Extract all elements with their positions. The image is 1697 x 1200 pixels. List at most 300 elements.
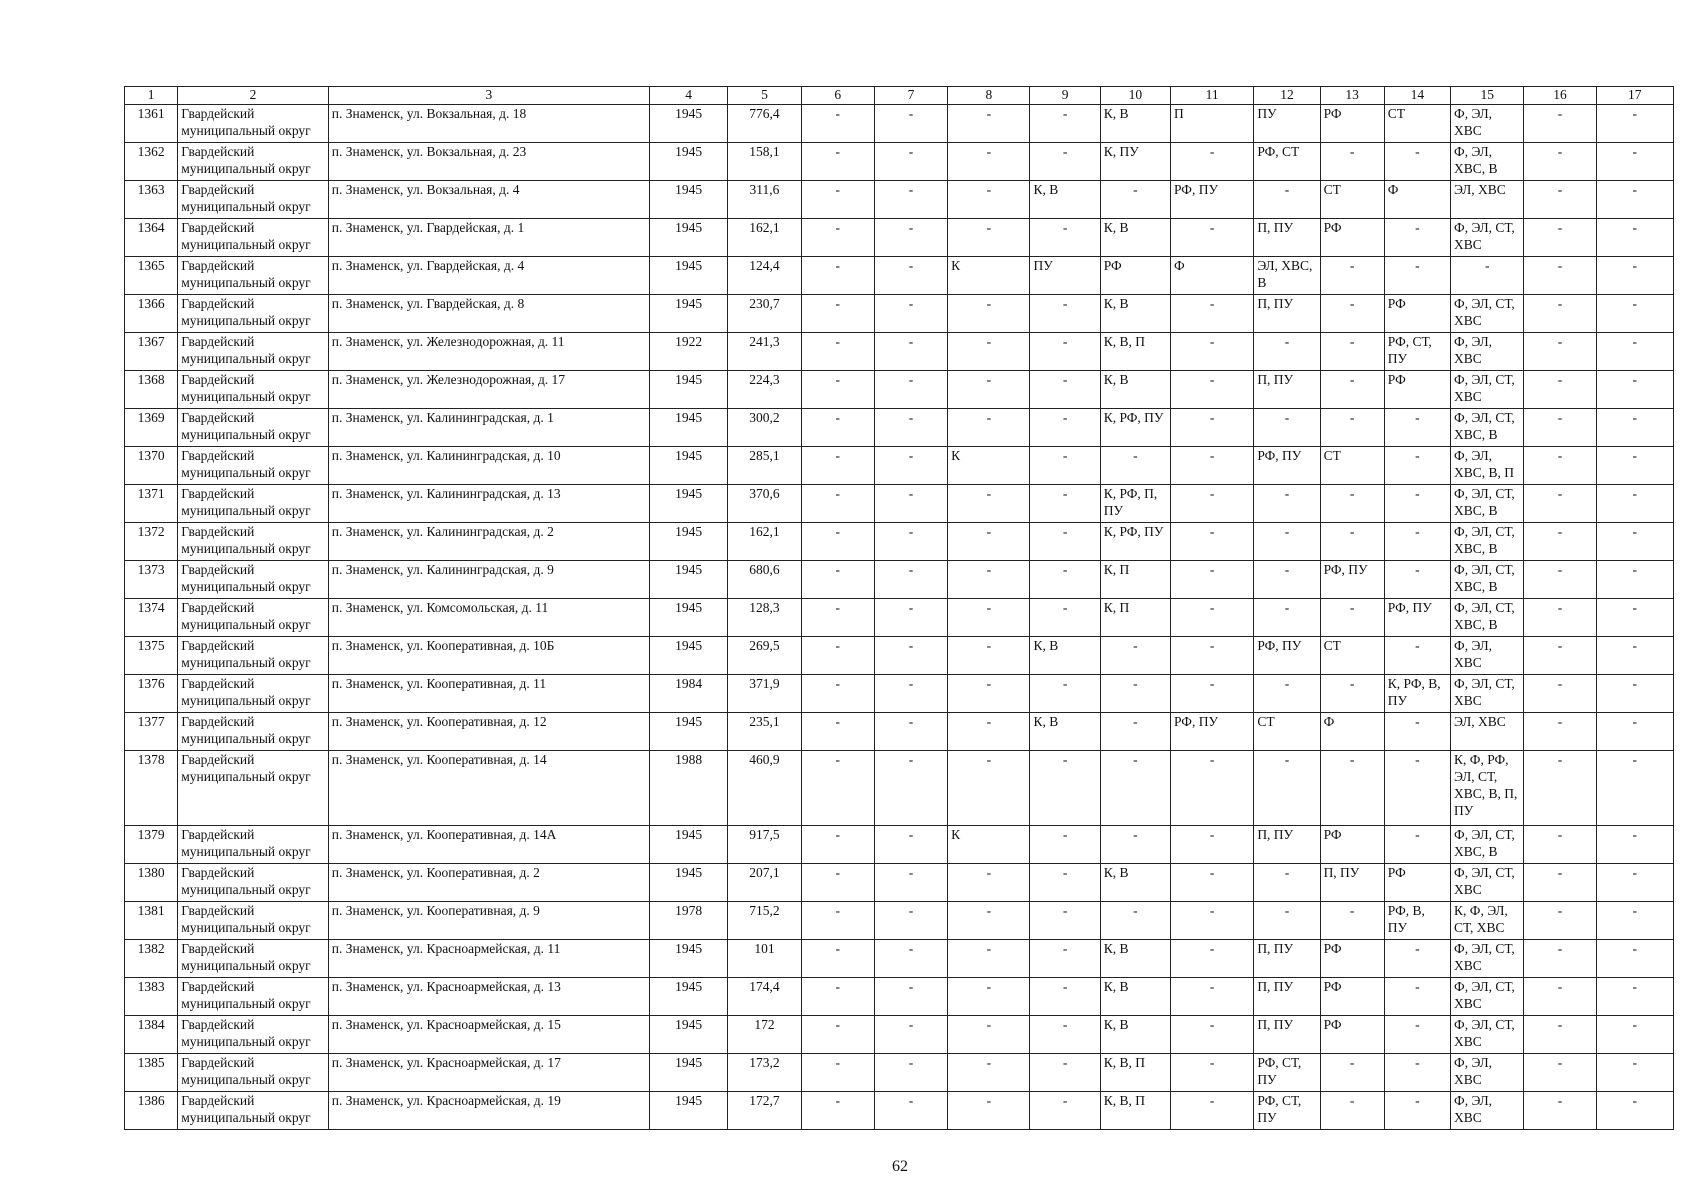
cell-col-16: - <box>1524 143 1596 181</box>
table-row <box>125 523 1674 561</box>
cell-col-8: - <box>948 485 1030 523</box>
cell-col-2: Гвардейский муниципальный округ <box>178 1092 329 1130</box>
cell-col-17: - <box>1596 409 1673 447</box>
cell-col-10: - <box>1100 447 1170 485</box>
cell-col-15: Ф, ЭЛ, СТ, ХВС <box>1451 219 1524 257</box>
cell-col-10: К, В, П <box>1100 1092 1170 1130</box>
cell-col-15: - <box>1451 257 1524 295</box>
table-row <box>125 447 1674 485</box>
cell-col-1: 1366 <box>125 295 178 333</box>
cell-col-15: Ф, ЭЛ, СТ, ХВС, В <box>1451 523 1524 561</box>
cell-col-4: 1945 <box>650 219 728 257</box>
cell-col-15: Ф, ЭЛ, СТ, ХВС <box>1451 675 1524 713</box>
cell-col-1: 1361 <box>125 105 178 143</box>
cell-col-10: К, В <box>1100 1016 1170 1054</box>
cell-col-4: 1945 <box>650 523 728 561</box>
table-row <box>125 181 1674 219</box>
cell-col-16: - <box>1524 219 1596 257</box>
cell-col-10: К, В <box>1100 295 1170 333</box>
cell-col-5: 371,9 <box>728 675 801 713</box>
cell-col-17: - <box>1596 447 1673 485</box>
cell-col-5: 300,2 <box>728 409 801 447</box>
cell-col-9: - <box>1030 1092 1100 1130</box>
cell-col-2: Гвардейский муниципальный округ <box>178 447 329 485</box>
cell-col-15: Ф, ЭЛ, СТ, ХВС <box>1451 295 1524 333</box>
cell-col-11: РФ, ПУ <box>1171 713 1254 751</box>
cell-col-17: - <box>1596 181 1673 219</box>
cell-col-1: 1386 <box>125 1092 178 1130</box>
cell-col-2: Гвардейский муниципальный округ <box>178 561 329 599</box>
cell-col-12: П, ПУ <box>1254 826 1320 864</box>
cell-col-17: - <box>1596 257 1673 295</box>
cell-col-10: - <box>1100 713 1170 751</box>
table-row <box>125 940 1674 978</box>
cell-col-8: - <box>948 713 1030 751</box>
cell-col-11: - <box>1171 1092 1254 1130</box>
cell-col-9: ПУ <box>1030 257 1100 295</box>
cell-col-7: - <box>874 864 947 902</box>
cell-col-13: - <box>1320 523 1384 561</box>
cell-col-6: - <box>801 864 874 902</box>
cell-col-1: 1378 <box>125 751 178 826</box>
cell-col-12: СТ <box>1254 713 1320 751</box>
cell-col-7: - <box>874 826 947 864</box>
cell-col-9: - <box>1030 409 1100 447</box>
cell-col-2: Гвардейский муниципальный округ <box>178 826 329 864</box>
column-header-10: 10 <box>1100 87 1170 105</box>
column-header-2: 2 <box>178 87 329 105</box>
cell-col-6: - <box>801 1092 874 1130</box>
cell-col-3: п. Знаменск, ул. Калининградская, д. 1 <box>328 409 649 447</box>
cell-col-3: п. Знаменск, ул. Красноармейская, д. 13 <box>328 978 649 1016</box>
cell-col-7: - <box>874 561 947 599</box>
cell-col-3: п. Знаменск, ул. Красноармейская, д. 17 <box>328 1054 649 1092</box>
cell-col-16: - <box>1524 826 1596 864</box>
cell-col-5: 172 <box>728 1016 801 1054</box>
cell-col-3: п. Знаменск, ул. Кооперативная, д. 11 <box>328 675 649 713</box>
cell-col-16: - <box>1524 1092 1596 1130</box>
cell-col-8: К <box>948 826 1030 864</box>
cell-col-7: - <box>874 902 947 940</box>
cell-col-1: 1369 <box>125 409 178 447</box>
cell-col-2: Гвардейский муниципальный округ <box>178 371 329 409</box>
cell-col-17: - <box>1596 219 1673 257</box>
cell-col-3: п. Знаменск, ул. Железнодорожная, д. 17 <box>328 371 649 409</box>
cell-col-4: 1945 <box>650 561 728 599</box>
cell-col-1: 1364 <box>125 219 178 257</box>
table-row <box>125 105 1674 143</box>
column-header-7: 7 <box>874 87 947 105</box>
cell-col-14: РФ, ПУ <box>1384 599 1450 637</box>
cell-col-4: 1945 <box>650 181 728 219</box>
cell-col-16: - <box>1524 295 1596 333</box>
cell-col-2: Гвардейский муниципальный округ <box>178 409 329 447</box>
cell-col-11: - <box>1171 219 1254 257</box>
cell-col-6: - <box>801 599 874 637</box>
cell-col-8: - <box>948 675 1030 713</box>
cell-col-10: - <box>1100 902 1170 940</box>
cell-col-2: Гвардейский муниципальный округ <box>178 864 329 902</box>
cell-col-1: 1373 <box>125 561 178 599</box>
register-table <box>124 86 1674 1130</box>
cell-col-12: ПУ <box>1254 105 1320 143</box>
cell-col-1: 1377 <box>125 713 178 751</box>
cell-col-15: Ф, ЭЛ, ХВС, В <box>1451 143 1524 181</box>
cell-col-11: - <box>1171 978 1254 1016</box>
cell-col-3: п. Знаменск, ул. Кооперативная, д. 10Б <box>328 637 649 675</box>
cell-col-11: - <box>1171 143 1254 181</box>
cell-col-13: Ф <box>1320 713 1384 751</box>
cell-col-15: Ф, ЭЛ, СТ, ХВС <box>1451 978 1524 1016</box>
cell-col-12: - <box>1254 751 1320 826</box>
cell-col-13: РФ, ПУ <box>1320 561 1384 599</box>
cell-col-14: - <box>1384 1092 1450 1130</box>
cell-col-2: Гвардейский муниципальный округ <box>178 333 329 371</box>
cell-col-8: - <box>948 1092 1030 1130</box>
cell-col-4: 1945 <box>650 143 728 181</box>
cell-col-7: - <box>874 105 947 143</box>
cell-col-8: - <box>948 333 1030 371</box>
cell-col-14: - <box>1384 978 1450 1016</box>
cell-col-10: - <box>1100 181 1170 219</box>
cell-col-6: - <box>801 675 874 713</box>
cell-col-13: СТ <box>1320 637 1384 675</box>
cell-col-12: - <box>1254 181 1320 219</box>
cell-col-1: 1375 <box>125 637 178 675</box>
cell-col-1: 1381 <box>125 902 178 940</box>
cell-col-9: - <box>1030 826 1100 864</box>
cell-col-16: - <box>1524 902 1596 940</box>
cell-col-16: - <box>1524 333 1596 371</box>
cell-col-16: - <box>1524 561 1596 599</box>
page-number: 62 <box>892 1158 908 1175</box>
cell-col-2: Гвардейский муниципальный округ <box>178 143 329 181</box>
cell-col-5: 680,6 <box>728 561 801 599</box>
cell-col-10: К, В, П <box>1100 1054 1170 1092</box>
cell-col-4: 1922 <box>650 333 728 371</box>
cell-col-10: К, РФ, П, ПУ <box>1100 485 1170 523</box>
cell-col-2: Гвардейский муниципальный округ <box>178 675 329 713</box>
cell-col-16: - <box>1524 1016 1596 1054</box>
cell-col-2: Гвардейский муниципальный округ <box>178 1054 329 1092</box>
column-header-4: 4 <box>650 87 728 105</box>
cell-col-17: - <box>1596 864 1673 902</box>
table-row <box>125 599 1674 637</box>
table-row <box>125 1016 1674 1054</box>
cell-col-16: - <box>1524 864 1596 902</box>
cell-col-11: - <box>1171 751 1254 826</box>
cell-col-2: Гвардейский муниципальный округ <box>178 523 329 561</box>
column-header-13: 13 <box>1320 87 1384 105</box>
cell-col-13: - <box>1320 143 1384 181</box>
cell-col-6: - <box>801 902 874 940</box>
cell-col-17: - <box>1596 143 1673 181</box>
cell-col-13: РФ <box>1320 940 1384 978</box>
cell-col-1: 1362 <box>125 143 178 181</box>
cell-col-5: 101 <box>728 940 801 978</box>
cell-col-9: - <box>1030 333 1100 371</box>
table-row <box>125 257 1674 295</box>
cell-col-14: - <box>1384 257 1450 295</box>
cell-col-12: П, ПУ <box>1254 219 1320 257</box>
cell-col-3: п. Знаменск, ул. Гвардейская, д. 4 <box>328 257 649 295</box>
cell-col-13: - <box>1320 485 1384 523</box>
cell-col-10: К, П <box>1100 561 1170 599</box>
cell-col-7: - <box>874 257 947 295</box>
cell-col-17: - <box>1596 295 1673 333</box>
cell-col-12: - <box>1254 599 1320 637</box>
cell-col-12: - <box>1254 561 1320 599</box>
column-header-8: 8 <box>948 87 1030 105</box>
cell-col-17: - <box>1596 333 1673 371</box>
cell-col-3: п. Знаменск, ул. Гвардейская, д. 8 <box>328 295 649 333</box>
cell-col-11: - <box>1171 675 1254 713</box>
column-header-9: 9 <box>1030 87 1100 105</box>
cell-col-8: - <box>948 1054 1030 1092</box>
cell-col-16: - <box>1524 523 1596 561</box>
cell-col-5: 241,3 <box>728 333 801 371</box>
cell-col-6: - <box>801 105 874 143</box>
cell-col-7: - <box>874 1016 947 1054</box>
cell-col-15: К, Ф, ЭЛ, СТ, ХВС <box>1451 902 1524 940</box>
cell-col-1: 1372 <box>125 523 178 561</box>
cell-col-14: РФ, В, ПУ <box>1384 902 1450 940</box>
cell-col-9: - <box>1030 902 1100 940</box>
cell-col-7: - <box>874 485 947 523</box>
cell-col-17: - <box>1596 485 1673 523</box>
cell-col-3: п. Знаменск, ул. Красноармейская, д. 11 <box>328 940 649 978</box>
cell-col-15: Ф, ЭЛ, ХВС <box>1451 1054 1524 1092</box>
cell-col-13: - <box>1320 409 1384 447</box>
cell-col-2: Гвардейский муниципальный округ <box>178 257 329 295</box>
cell-col-17: - <box>1596 978 1673 1016</box>
cell-col-15: Ф, ЭЛ, СТ, ХВС, В <box>1451 485 1524 523</box>
cell-col-12: П, ПУ <box>1254 940 1320 978</box>
cell-col-7: - <box>874 751 947 826</box>
column-header-1: 1 <box>125 87 178 105</box>
cell-col-5: 162,1 <box>728 219 801 257</box>
cell-col-9: - <box>1030 485 1100 523</box>
cell-col-15: Ф, ЭЛ, СТ, ХВС <box>1451 864 1524 902</box>
cell-col-5: 460,9 <box>728 751 801 826</box>
cell-col-14: - <box>1384 940 1450 978</box>
cell-col-4: 1978 <box>650 902 728 940</box>
cell-col-1: 1380 <box>125 864 178 902</box>
cell-col-2: Гвардейский муниципальный округ <box>178 637 329 675</box>
cell-col-16: - <box>1524 637 1596 675</box>
table-row <box>125 371 1674 409</box>
cell-col-10: К, ПУ <box>1100 143 1170 181</box>
cell-col-11: - <box>1171 371 1254 409</box>
table-row <box>125 409 1674 447</box>
cell-col-3: п. Знаменск, ул. Калининградская, д. 10 <box>328 447 649 485</box>
cell-col-2: Гвардейский муниципальный округ <box>178 599 329 637</box>
cell-col-9: - <box>1030 1016 1100 1054</box>
cell-col-2: Гвардейский муниципальный округ <box>178 902 329 940</box>
cell-col-14: РФ <box>1384 371 1450 409</box>
cell-col-7: - <box>874 219 947 257</box>
column-header-6: 6 <box>801 87 874 105</box>
cell-col-14: - <box>1384 1016 1450 1054</box>
table-row <box>125 1092 1674 1130</box>
cell-col-6: - <box>801 485 874 523</box>
cell-col-6: - <box>801 523 874 561</box>
column-header-12: 12 <box>1254 87 1320 105</box>
cell-col-15: Ф, ЭЛ, СТ, ХВС <box>1451 371 1524 409</box>
cell-col-14: - <box>1384 219 1450 257</box>
cell-col-16: - <box>1524 599 1596 637</box>
cell-col-1: 1374 <box>125 599 178 637</box>
cell-col-13: СТ <box>1320 181 1384 219</box>
cell-col-17: - <box>1596 940 1673 978</box>
cell-col-3: п. Знаменск, ул. Калининградская, д. 9 <box>328 561 649 599</box>
cell-col-4: 1988 <box>650 751 728 826</box>
cell-col-12: - <box>1254 409 1320 447</box>
cell-col-7: - <box>874 181 947 219</box>
cell-col-13: РФ <box>1320 978 1384 1016</box>
table-row <box>125 333 1674 371</box>
cell-col-8: - <box>948 751 1030 826</box>
cell-col-12: ЭЛ, ХВС, В <box>1254 257 1320 295</box>
cell-col-17: - <box>1596 561 1673 599</box>
cell-col-15: Ф, ЭЛ, ХВС <box>1451 637 1524 675</box>
cell-col-8: - <box>948 561 1030 599</box>
cell-col-2: Гвардейский муниципальный округ <box>178 940 329 978</box>
cell-col-4: 1945 <box>650 257 728 295</box>
cell-col-3: п. Знаменск, ул. Кооперативная, д. 9 <box>328 902 649 940</box>
header-row <box>125 87 1674 105</box>
table-row <box>125 902 1674 940</box>
cell-col-11: - <box>1171 1054 1254 1092</box>
cell-col-2: Гвардейский муниципальный округ <box>178 485 329 523</box>
cell-col-11: РФ, ПУ <box>1171 181 1254 219</box>
cell-col-8: - <box>948 940 1030 978</box>
cell-col-8: - <box>948 409 1030 447</box>
cell-col-7: - <box>874 143 947 181</box>
cell-col-9: К, В <box>1030 637 1100 675</box>
cell-col-17: - <box>1596 105 1673 143</box>
cell-col-10: К, В, П <box>1100 333 1170 371</box>
table-body <box>125 105 1674 1130</box>
table-row <box>125 143 1674 181</box>
cell-col-3: п. Знаменск, ул. Комсомольская, д. 11 <box>328 599 649 637</box>
cell-col-7: - <box>874 447 947 485</box>
cell-col-4: 1945 <box>650 713 728 751</box>
table-row <box>125 485 1674 523</box>
cell-col-9: - <box>1030 599 1100 637</box>
cell-col-11: Ф <box>1171 257 1254 295</box>
cell-col-9: - <box>1030 143 1100 181</box>
cell-col-3: п. Знаменск, ул. Вокзальная, д. 23 <box>328 143 649 181</box>
cell-col-12: РФ, СТ <box>1254 143 1320 181</box>
cell-col-4: 1945 <box>650 1016 728 1054</box>
cell-col-12: РФ, ПУ <box>1254 637 1320 675</box>
cell-col-16: - <box>1524 409 1596 447</box>
cell-col-14: - <box>1384 826 1450 864</box>
cell-col-13: РФ <box>1320 1016 1384 1054</box>
cell-col-9: - <box>1030 447 1100 485</box>
cell-col-12: П, ПУ <box>1254 978 1320 1016</box>
cell-col-13: РФ <box>1320 105 1384 143</box>
cell-col-11: - <box>1171 523 1254 561</box>
cell-col-5: 207,1 <box>728 864 801 902</box>
cell-col-15: Ф, ЭЛ, ХВС <box>1451 333 1524 371</box>
cell-col-12: - <box>1254 675 1320 713</box>
cell-col-6: - <box>801 295 874 333</box>
cell-col-17: - <box>1596 751 1673 826</box>
cell-col-10: К, В <box>1100 940 1170 978</box>
cell-col-3: п. Знаменск, ул. Железнодорожная, д. 11 <box>328 333 649 371</box>
cell-col-5: 311,6 <box>728 181 801 219</box>
cell-col-15: Ф, ЭЛ, СТ, ХВС, В <box>1451 599 1524 637</box>
cell-col-17: - <box>1596 523 1673 561</box>
cell-col-3: п. Знаменск, ул. Кооперативная, д. 14 <box>328 751 649 826</box>
cell-col-9: - <box>1030 105 1100 143</box>
cell-col-11: П <box>1171 105 1254 143</box>
cell-col-11: - <box>1171 485 1254 523</box>
cell-col-10: - <box>1100 637 1170 675</box>
table-row <box>125 295 1674 333</box>
cell-col-16: - <box>1524 940 1596 978</box>
cell-col-10: К, В <box>1100 219 1170 257</box>
cell-col-15: Ф, ЭЛ, ХВС <box>1451 1092 1524 1130</box>
cell-col-1: 1363 <box>125 181 178 219</box>
cell-col-13: - <box>1320 257 1384 295</box>
cell-col-14: - <box>1384 447 1450 485</box>
cell-col-14: - <box>1384 485 1450 523</box>
cell-col-6: - <box>801 713 874 751</box>
cell-col-14: СТ <box>1384 105 1450 143</box>
cell-col-8: - <box>948 219 1030 257</box>
cell-col-5: 174,4 <box>728 978 801 1016</box>
cell-col-8: - <box>948 143 1030 181</box>
cell-col-9: К, В <box>1030 713 1100 751</box>
cell-col-6: - <box>801 409 874 447</box>
cell-col-16: - <box>1524 371 1596 409</box>
cell-col-5: 128,3 <box>728 599 801 637</box>
cell-col-14: РФ <box>1384 295 1450 333</box>
cell-col-4: 1945 <box>650 371 728 409</box>
cell-col-16: - <box>1524 447 1596 485</box>
cell-col-14: РФ <box>1384 864 1450 902</box>
cell-col-17: - <box>1596 675 1673 713</box>
cell-col-14: - <box>1384 713 1450 751</box>
cell-col-10: - <box>1100 751 1170 826</box>
cell-col-17: - <box>1596 902 1673 940</box>
cell-col-4: 1945 <box>650 409 728 447</box>
cell-col-8: - <box>948 637 1030 675</box>
cell-col-4: 1945 <box>650 826 728 864</box>
cell-col-15: Ф, ЭЛ, СТ, ХВС, В <box>1451 826 1524 864</box>
cell-col-10: - <box>1100 826 1170 864</box>
cell-col-16: - <box>1524 257 1596 295</box>
cell-col-5: 269,5 <box>728 637 801 675</box>
cell-col-17: - <box>1596 637 1673 675</box>
table-row <box>125 675 1674 713</box>
cell-col-6: - <box>801 447 874 485</box>
cell-col-4: 1945 <box>650 485 728 523</box>
cell-col-17: - <box>1596 1054 1673 1092</box>
cell-col-4: 1945 <box>650 447 728 485</box>
cell-col-11: - <box>1171 637 1254 675</box>
cell-col-4: 1984 <box>650 675 728 713</box>
column-header-15: 15 <box>1451 87 1524 105</box>
cell-col-8: - <box>948 371 1030 409</box>
cell-col-6: - <box>801 637 874 675</box>
cell-col-13: РФ <box>1320 219 1384 257</box>
cell-col-8: - <box>948 523 1030 561</box>
cell-col-10: К, В <box>1100 864 1170 902</box>
